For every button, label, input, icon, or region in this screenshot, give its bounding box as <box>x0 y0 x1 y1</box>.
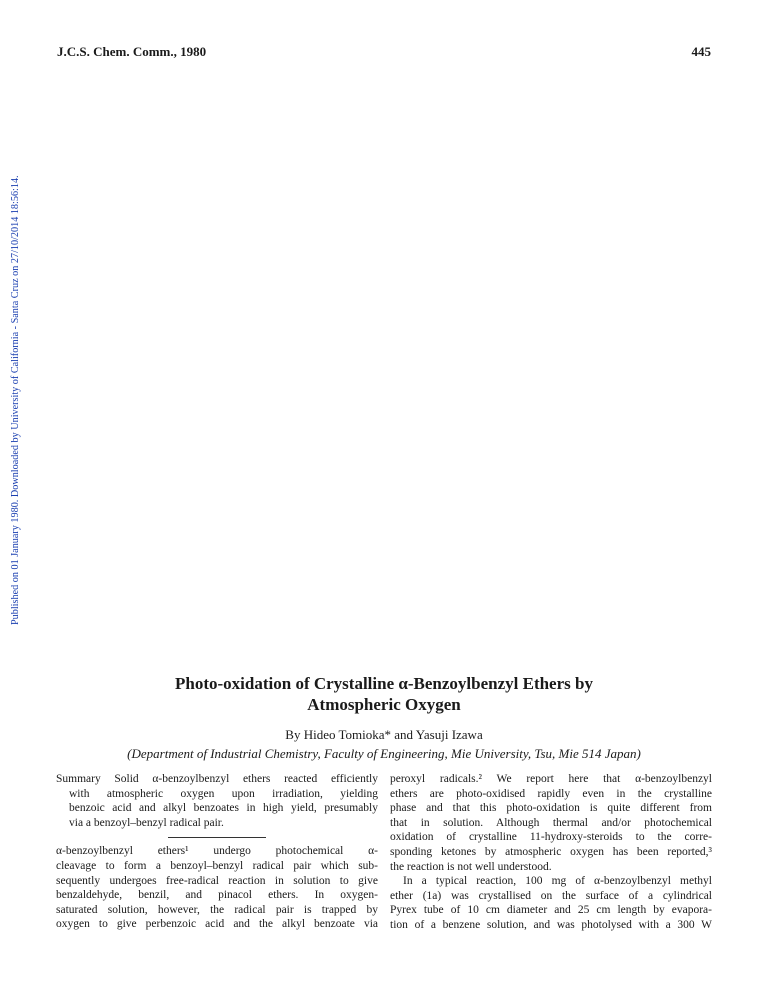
summary-line: benzoic acid and alkyl benzoates in high yield, presumably <box>69 802 378 815</box>
body-line: sponding ketones by atmospheric oxygen has been reported,³ <box>390 845 712 858</box>
body-line: Pyrex tube of 10 cm diameter and 25 cm length by evapora- <box>390 904 712 917</box>
body-line: benzaldehyde, benzil, and pinacol ethers. In oxygen- <box>56 889 378 902</box>
body-line: ethers are photo-oxidised rapidly even in the crystalline <box>390 787 712 800</box>
body-line: sequently undergoes free-radical reaction in solution to give <box>56 874 378 887</box>
body-line: saturated solution, however, the radical pair is trapped by <box>56 903 378 916</box>
body-line: phase and that this photo-oxidation is quite different from <box>390 802 712 815</box>
running-header-journal: J.C.S. Chem. Comm., 1980 <box>57 44 207 59</box>
body-line: tion of a benzene solution, and was photolysed with a 300 W <box>390 918 712 931</box>
body-line: oxygen to give perbenzoic acid and the alkyl benzoate via <box>56 918 378 931</box>
summary-line: with atmospheric oxygen upon irradiation, yielding <box>69 787 378 800</box>
summary-line: Summary Solid α-benzoylbenzyl ethers reacted efficiently <box>56 773 378 785</box>
body-line: ether (1a) was crystallised on the surface of a cylindrical <box>390 889 712 902</box>
summary-line: via a benzoyl–benzyl radical pair. <box>69 816 224 829</box>
article-title-line-1: Photo-oxidation of Crystalline α-Benzoylbenzyl Ethers by <box>175 674 593 693</box>
author-affiliation: (Department of Industrial Chemistry, Faculty of Engineering, Mie University, Tsu, Mie 514 Japan) <box>127 746 641 761</box>
body-line: α-benzoylbenzyl ethers¹ undergo photochemical α- <box>56 845 378 858</box>
body-line: cleavage to form a benzoyl–benzyl radical pair which sub- <box>56 859 378 872</box>
section-divider <box>168 837 266 838</box>
body-line: that in solution. Although thermal and/or photochemical <box>390 816 712 829</box>
body-line: the reaction is not well understood. <box>390 860 552 873</box>
download-watermark[interactable]: Published on 01 January 1980. Downloaded by University of California - Santa Cruz on 27/10/2014 18:56:14. <box>10 175 21 625</box>
body-line: oxidation of crystalline 11-hydroxy-steroids to the corre- <box>390 831 712 844</box>
body-line: peroxyl radicals.² We report here that α-benzoylbenzyl <box>390 773 712 785</box>
left-column <box>56 772 378 932</box>
author-byline: By Hideo Tomioka* and Yasuji Izawa <box>285 727 483 742</box>
article-title-line-2: Atmospheric Oxygen <box>307 695 461 714</box>
right-column <box>390 772 712 933</box>
body-line: In a typical reaction, 100 mg of α-benzoylbenzyl methyl <box>403 875 712 888</box>
page-number: 445 <box>691 44 711 59</box>
